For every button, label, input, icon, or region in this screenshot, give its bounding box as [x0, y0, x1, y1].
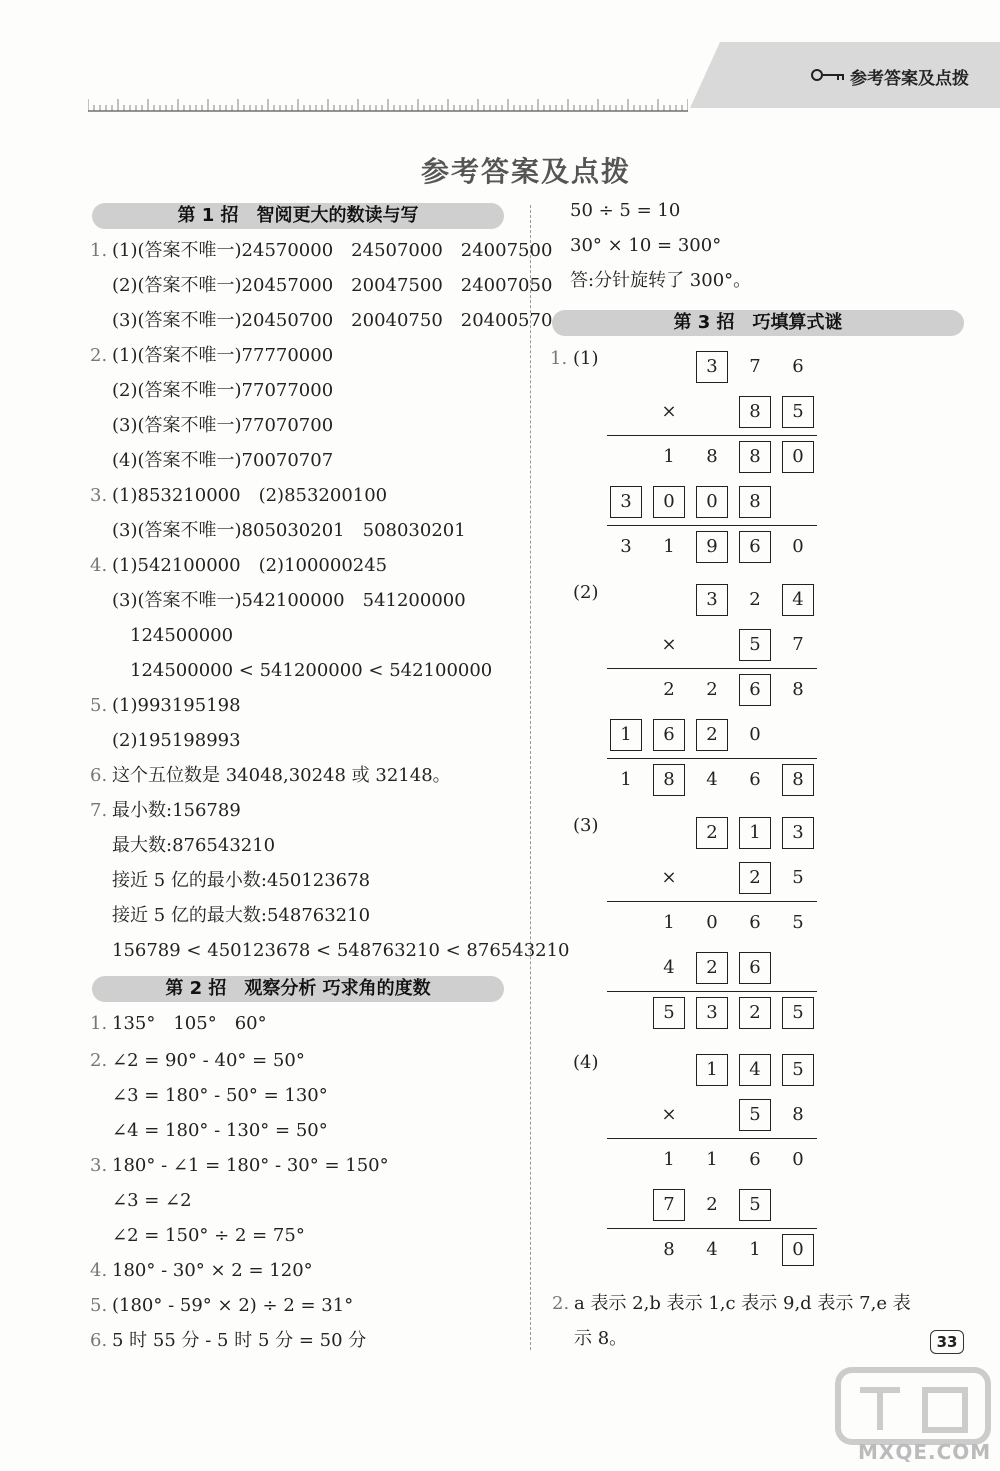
digit: 1 [663, 536, 675, 557]
answer-line: a 表示 2,b 表示 1,c 表示 9,d 表示 7,e 表 [574, 1293, 911, 1314]
answer-line: 接近 5 亿的最大数:548763210 [112, 905, 371, 926]
answer-line: ∠2 = 90° - 40° = 50° [112, 1050, 305, 1071]
page-title: 参考答案及点拨 [420, 155, 631, 188]
key-icon [810, 68, 846, 82]
digit: 3 [706, 356, 718, 377]
digit: 2 [706, 957, 718, 978]
answer-line: (2)195198993 [112, 730, 241, 751]
digit: 1 [749, 822, 761, 843]
puzzle-label: (1) [573, 348, 599, 369]
multiply-sign: × [661, 634, 677, 655]
digit: 5 [792, 912, 804, 933]
watermark-text: MXQE.COM [858, 1440, 992, 1464]
answer-line: (1)542100000 (2)100000245 [112, 555, 388, 576]
digit: 3 [792, 822, 804, 843]
column-divider [530, 205, 531, 1350]
question-number: 6. [90, 1330, 108, 1351]
digit: 2 [749, 1002, 761, 1023]
rule-line [607, 1138, 817, 1139]
answer-line: 180° - 30° × 2 = 120° [112, 1260, 313, 1281]
digit: 6 [749, 769, 761, 790]
question-number: 7. [90, 800, 108, 821]
digit: 3 [706, 589, 718, 610]
digit: 6 [749, 679, 761, 700]
digit: 3 [620, 536, 632, 557]
puzzle-label: (2) [573, 582, 599, 603]
question-number: 2. [90, 1050, 108, 1071]
digit: 5 [792, 1059, 804, 1080]
digit: 6 [792, 356, 804, 377]
digit: 8 [792, 769, 804, 790]
answer-line: 示 8。 [574, 1328, 628, 1349]
digit: 4 [663, 957, 675, 978]
digit: 6 [749, 957, 761, 978]
digit: 0 [706, 491, 718, 512]
section-heading: 第 3 招 巧填算式谜 [552, 310, 964, 336]
answer-line: 最小数:156789 [112, 800, 241, 821]
digit: 9 [706, 536, 718, 557]
answer-line: 这个五位数是 34048,30248 或 32148。 [112, 765, 451, 786]
digit: 4 [749, 1059, 761, 1080]
page-number: 33 [930, 1330, 964, 1354]
digit: 5 [749, 634, 761, 655]
digit: 2 [706, 822, 718, 843]
question-number: 4. [90, 1260, 108, 1281]
puzzle-label: (3) [573, 815, 599, 836]
answer-line: ∠4 = 180° - 130° = 50° [112, 1120, 328, 1141]
answer-line: (4)(答案不唯一)70070707 [112, 450, 334, 471]
answer-line: (3)(答案不唯一)20450700 20040750 20400570 [112, 310, 553, 331]
question-number: 3. [90, 1155, 108, 1176]
answer-line: 180° - ∠1 = 180° - 30° = 150° [112, 1155, 389, 1176]
answer-line: 50 ÷ 5 = 10 [570, 200, 681, 221]
digit: 0 [792, 446, 804, 467]
digit: 2 [749, 589, 761, 610]
digit: 7 [663, 1194, 675, 1215]
digit: 5 [749, 1194, 761, 1215]
digit: 1 [663, 1149, 675, 1170]
answer-line: (3)(答案不唯一)542100000 541200000 [112, 590, 466, 611]
digit: 3 [620, 491, 632, 512]
multiply-sign: × [661, 867, 677, 888]
answer-line: 30° × 10 = 300° [570, 235, 722, 256]
digit: 8 [663, 1239, 675, 1260]
digit: 8 [792, 1104, 804, 1125]
answer-line: (3)(答案不唯一)805030201 508030201 [112, 520, 466, 541]
puzzle-label: (4) [573, 1052, 599, 1073]
digit: 2 [706, 1194, 718, 1215]
digit: 2 [706, 679, 718, 700]
answer-line: (1)(答案不唯一)24570000 24507000 24007500 [112, 240, 553, 261]
answer-line: (1)(答案不唯一)77770000 [112, 345, 334, 366]
rule-line [607, 758, 817, 759]
question-number: 1. [550, 348, 568, 369]
answer-line: (1)993195198 [112, 695, 241, 716]
ruler-decoration [88, 98, 688, 112]
answer-line: 135° 105° 60° [112, 1013, 267, 1034]
answer-line: (2)(答案不唯一)20457000 20047500 24007050 [112, 275, 553, 296]
digit: 0 [792, 536, 804, 557]
rule-line [607, 991, 817, 992]
digit: 5 [792, 401, 804, 422]
digit: 8 [749, 491, 761, 512]
digit: 4 [706, 1239, 718, 1260]
answer-line: (2)(答案不唯一)77077000 [112, 380, 334, 401]
digit: 0 [749, 724, 761, 745]
header-title: 参考答案及点拨 [850, 69, 969, 89]
digit: 5 [792, 867, 804, 888]
digit: 1 [706, 1059, 718, 1080]
digit: 8 [706, 446, 718, 467]
answer-line: 5 时 55 分 - 5 时 5 分 = 50 分 [112, 1330, 367, 1351]
question-number: 2. [90, 345, 108, 366]
answer-line: (3)(答案不唯一)77070700 [112, 415, 334, 436]
question-number: 3. [90, 485, 108, 506]
rule-line [607, 1228, 817, 1229]
question-number: 2. [552, 1293, 570, 1314]
digit: 8 [749, 446, 761, 467]
answer-line: ∠3 = 180° - 50° = 130° [112, 1085, 328, 1106]
digit: 6 [749, 536, 761, 557]
digit: 5 [749, 1104, 761, 1125]
digit: 2 [749, 867, 761, 888]
digit: 0 [792, 1149, 804, 1170]
answer-line: 156789 < 450123678 < 548763210 < 876543210 [112, 940, 570, 961]
answer-line: (180° - 59° × 2) ÷ 2 = 31° [112, 1295, 354, 1316]
digit: 7 [749, 356, 761, 377]
question-number: 4. [90, 555, 108, 576]
digit: 6 [749, 912, 761, 933]
digit: 4 [792, 589, 804, 610]
digit: 2 [663, 679, 675, 700]
digit: 1 [663, 912, 675, 933]
digit: 7 [792, 634, 804, 655]
answer-line: ∠3 = ∠2 [112, 1190, 192, 1211]
digit: 0 [792, 1239, 804, 1260]
question-number: 5. [90, 695, 108, 716]
digit: 0 [663, 491, 675, 512]
answer-line: 接近 5 亿的最小数:450123678 [112, 870, 371, 891]
digit: 6 [749, 1149, 761, 1170]
digit: 8 [792, 679, 804, 700]
digit: 8 [663, 769, 675, 790]
question-number: 5. [90, 1295, 108, 1316]
multiply-sign: × [661, 401, 677, 422]
question-number: 1. [90, 1013, 108, 1034]
digit: 2 [706, 724, 718, 745]
digit: 5 [663, 1002, 675, 1023]
digit: 6 [663, 724, 675, 745]
question-number: 6. [90, 765, 108, 786]
rule-line [607, 901, 817, 902]
answer-line: 答:分针旋转了 300°。 [570, 270, 752, 291]
digit: 4 [706, 769, 718, 790]
answer-line: 124500000 < 541200000 < 542100000 [112, 660, 493, 681]
digit: 1 [620, 724, 632, 745]
answer-line: 最大数:876543210 [112, 835, 276, 856]
rule-line [607, 435, 817, 436]
section-heading: 第 1 招 智阅更大的数读与写 [92, 203, 504, 229]
digit: 0 [706, 912, 718, 933]
answer-line: 124500000 [112, 625, 234, 646]
rule-line [607, 525, 817, 526]
digit: 3 [706, 1002, 718, 1023]
section-heading: 第 2 招 观察分析 巧求角的度数 [92, 976, 504, 1002]
answer-line: (1)853210000 (2)853200100 [112, 485, 388, 506]
digit: 8 [749, 401, 761, 422]
digit: 1 [706, 1149, 718, 1170]
digit: 1 [620, 769, 632, 790]
question-number: 1. [90, 240, 108, 261]
multiply-sign: × [661, 1104, 677, 1125]
answer-line: ∠2 = 150° ÷ 2 = 75° [112, 1225, 305, 1246]
digit: 5 [792, 1002, 804, 1023]
digit: 1 [749, 1239, 761, 1260]
digit: 1 [663, 446, 675, 467]
rule-line [607, 668, 817, 669]
